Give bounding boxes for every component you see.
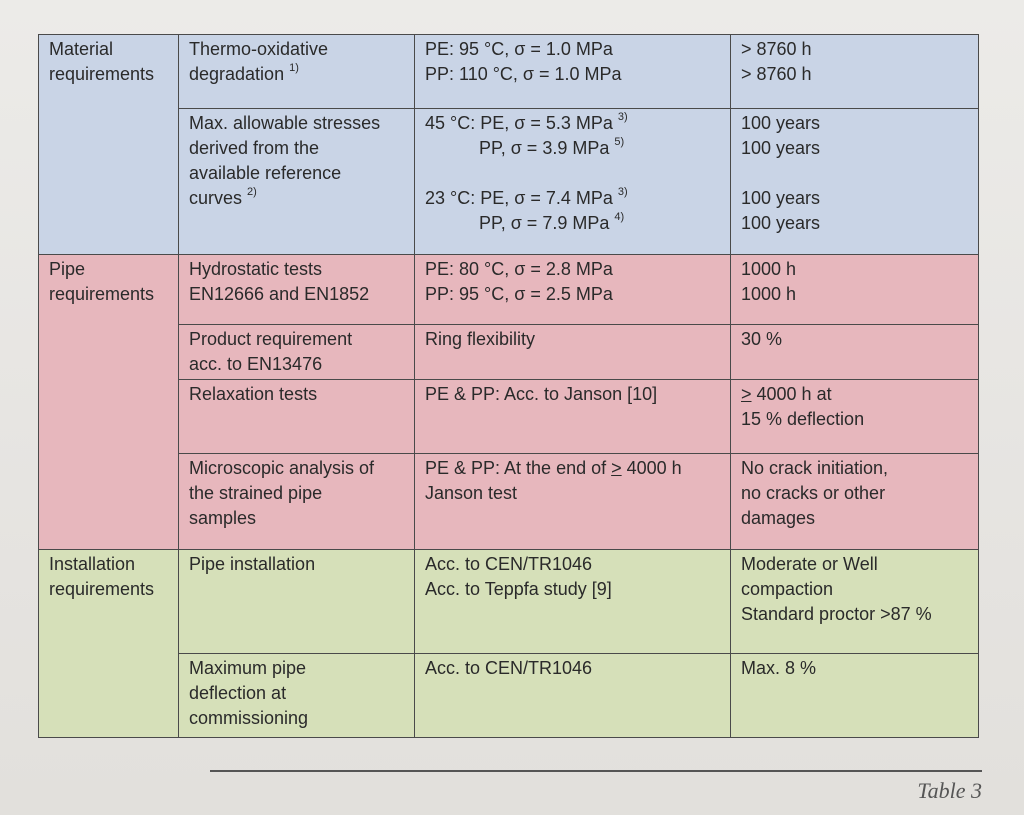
footnote-mark: 1) (289, 62, 299, 74)
requirement-text: 15 % deflection (741, 409, 865, 429)
requirement-cell (731, 454, 979, 550)
condition-text: PE: 95 °C, σ = 1.0 MPa (425, 39, 613, 59)
test-text: Pipe installation (189, 554, 316, 574)
requirement-text: Standard proctor >87 % (741, 604, 932, 624)
test-text: EN12666 and EN1852 (189, 284, 370, 304)
section-label: requirements (49, 64, 155, 84)
test-cell (179, 654, 415, 738)
requirement-text: 1000 h (741, 259, 797, 279)
requirement-cell (731, 35, 979, 109)
section-label: Material (49, 39, 114, 59)
test-text: acc. to EN13476 (189, 354, 323, 374)
requirement-text: 1000 h (741, 284, 797, 304)
table-row (39, 35, 979, 109)
table-row (39, 109, 979, 255)
condition-cell (415, 550, 731, 654)
requirement-text: 30 % (741, 329, 783, 349)
condition-text: 4000 h (621, 458, 682, 478)
section-material (39, 35, 179, 255)
requirement-text: > 8760 h (741, 64, 812, 84)
test-text: Product requirement (189, 329, 353, 349)
condition-cell (415, 255, 731, 325)
condition-cell (415, 654, 731, 738)
requirement-text: Moderate or Well (741, 554, 878, 574)
test-cell (179, 35, 415, 109)
requirement-text: 4000 h at (751, 384, 832, 404)
test-text: Max. allowable stresses (189, 113, 381, 133)
requirement-text: 100 years (741, 113, 821, 133)
condition-text: PE & PP: Acc. to Janson [10] (425, 384, 658, 404)
condition-text: Acc. to Teppfa study [9] (425, 579, 612, 599)
requirement-text: 100 years (741, 138, 821, 158)
section-installation (39, 550, 179, 738)
condition-text: PP: 110 °C, σ = 1.0 MPa (425, 64, 622, 84)
section-pipe (39, 255, 179, 550)
condition-cell (415, 454, 731, 550)
test-text: Relaxation tests (189, 384, 318, 404)
requirement-text: no cracks or other (741, 483, 886, 503)
test-text: the strained pipe (189, 483, 323, 503)
footnote-mark: 3) (617, 186, 628, 198)
section-label: requirements (49, 579, 155, 599)
condition-text: Janson test (425, 483, 518, 503)
condition-text: PP: 95 °C, σ = 2.5 MPa (425, 284, 613, 304)
test-text: Maximum pipe (189, 658, 307, 678)
section-label: Installation (49, 554, 136, 574)
requirement-text: > 8760 h (741, 39, 812, 59)
condition-cell (415, 35, 731, 109)
test-text: Hydrostatic tests (189, 259, 323, 279)
test-text: commissioning (189, 708, 309, 728)
table-row (39, 380, 979, 454)
condition-text: PP, σ = 3.9 MPa (479, 138, 610, 158)
test-text: degradation (189, 64, 285, 84)
test-cell (179, 109, 415, 255)
test-text: available reference (189, 163, 342, 183)
condition-cell (415, 380, 731, 454)
condition-text: 23 °C: PE, σ = 7.4 MPa (425, 188, 613, 208)
test-text: Thermo-oxidative (189, 39, 329, 59)
condition-cell (415, 325, 731, 380)
condition-text: PE & PP: At the end of (425, 458, 612, 478)
condition-text: PE: 80 °C, σ = 2.8 MPa (425, 259, 613, 279)
requirement-text: compaction (741, 579, 834, 599)
requirement-cell (731, 255, 979, 325)
footnote-mark: 4) (614, 211, 625, 223)
requirement-text: 100 years (741, 213, 821, 233)
table-row (39, 550, 979, 654)
test-cell (179, 325, 415, 380)
requirement-cell (731, 109, 979, 255)
test-text: curves (189, 188, 243, 208)
test-text: samples (189, 508, 257, 528)
test-text: derived from the (189, 138, 320, 158)
requirement-text: Max. 8 % (741, 658, 817, 678)
footnote-mark: 3) (617, 111, 628, 123)
requirement-text: damages (741, 508, 816, 528)
requirements-table (38, 34, 979, 738)
table-row (39, 454, 979, 550)
test-text: deflection at (189, 683, 287, 703)
condition-cell (415, 109, 731, 255)
requirement-cell (731, 325, 979, 380)
footnote-mark: 5) (614, 136, 625, 148)
requirement-cell (731, 654, 979, 738)
table-row (39, 654, 979, 738)
requirement-text: 100 years (741, 188, 821, 208)
condition-text: 45 °C: PE, σ = 5.3 MPa (425, 113, 613, 133)
test-cell (179, 454, 415, 550)
test-text: Microscopic analysis of (189, 458, 375, 478)
requirement-text: > (741, 384, 752, 404)
caption-divider (210, 770, 982, 772)
condition-text: Acc. to CEN/TR1046 (425, 554, 593, 574)
test-cell (179, 550, 415, 654)
requirement-cell (731, 550, 979, 654)
table-row (39, 325, 979, 380)
condition-text: Ring flexibility (425, 329, 536, 349)
test-cell (179, 380, 415, 454)
section-label: Pipe (49, 259, 86, 279)
condition-text: > (611, 458, 622, 478)
condition-text: Acc. to CEN/TR1046 (425, 658, 593, 678)
requirement-text: No crack initiation, (741, 458, 889, 478)
footnote-mark: 2) (247, 186, 257, 198)
requirement-cell (731, 380, 979, 454)
section-label: requirements (49, 284, 155, 304)
table-caption: Table 3 (917, 778, 982, 803)
table-row (39, 255, 979, 325)
test-cell (179, 255, 415, 325)
condition-text: PP, σ = 7.9 MPa (479, 213, 610, 233)
